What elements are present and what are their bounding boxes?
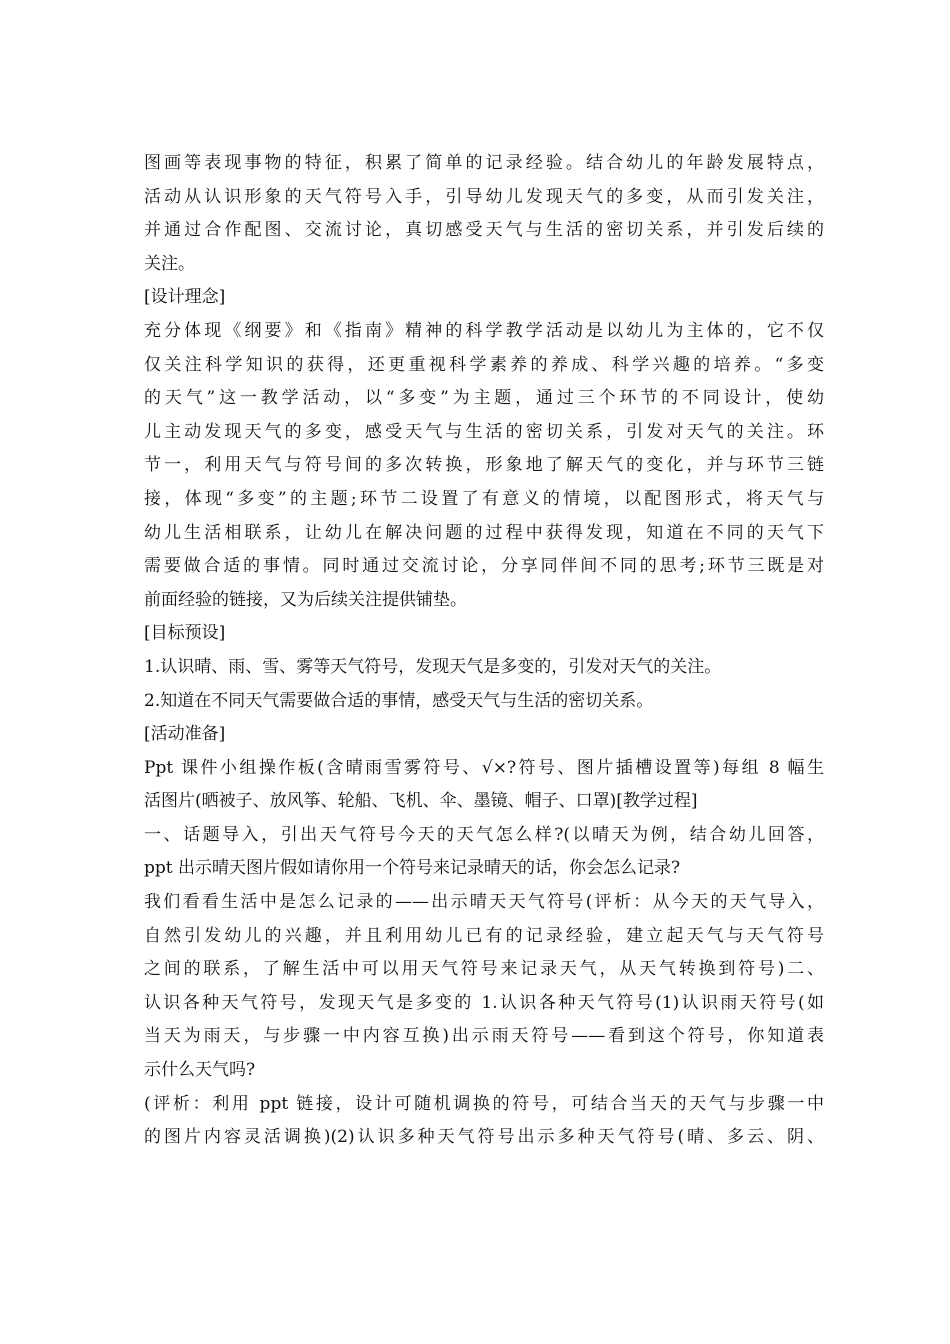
text-line: 自然引发幼儿的兴趣，并且利用幼儿已有的记录经验，建立起天气与天气符号 xyxy=(144,925,824,946)
text-line: 活动从认识形象的天气符号入手，引导幼儿发现天气的多变，从而引发关注， xyxy=(144,186,824,207)
text-line: 前面经验的链接，又为后续关注提供铺垫。 xyxy=(144,589,467,610)
text-line: 当天为雨天，与步骤一中内容互换)出示雨天符号——看到这个符号，你知道表 xyxy=(144,1026,824,1047)
text-line: 幼儿生活相联系，让幼儿在解决问题的过程中获得发现，知道在不同的天气下 xyxy=(144,522,824,543)
text-line: ppt 出示晴天图片假如请你用一个符号来记录晴天的话，你会怎么记录? xyxy=(144,858,681,879)
text-line: 并通过合作配图、交流讨论，真切感受天气与生活的密切关系，并引发后续的 xyxy=(144,220,824,241)
text-line: 之间的联系，了解生活中可以用天气符号来记录天气，从天气转换到符号)二、 xyxy=(144,959,824,980)
text-line: 活图片(晒被子、放风筝、轮船、飞机、伞、墨镜、帽子、口罩)[教学过程] xyxy=(144,791,698,812)
text-line: 我们看看生活中是怎么记录的——出示晴天天气符号(评析：从今天的天气导入， xyxy=(144,892,824,913)
text-line: [设计理念] xyxy=(144,287,226,308)
text-line: 示什么天气吗? xyxy=(144,1060,256,1081)
text-line: [目标预设] xyxy=(144,623,226,644)
text-line: 节一，利用天气与符号间的多次转换，形象地了解天气的变化，并与环节三链 xyxy=(144,455,824,476)
text-line: 仅关注科学知识的获得，还更重视科学素养的养成、科学兴趣的培养。“多变 xyxy=(144,354,824,375)
text-line: Ppt 课件小组操作板(含晴雨雪雾符号、√×?符号、图片插槽设置等)每组 8 幅生 xyxy=(144,757,824,778)
text-line: 接，体现“多变”的主题;环节二设置了有意义的情境，以配图形式，将天气与 xyxy=(144,488,824,509)
document-body xyxy=(144,147,824,1155)
text-line: 儿主动发现天气的多变，感受天气与生活的密切关系，引发对天气的关注。环 xyxy=(144,421,824,442)
text-line: [活动准备] xyxy=(144,724,226,745)
text-line: 的天气”这一教学活动，以“多变”为主题，通过三个环节的不同设计，使幼 xyxy=(144,388,824,409)
text-line: 充分体现《纲要》和《指南》精神的科学教学活动是以幼儿为主体的，它不仅 xyxy=(144,320,824,341)
text-line: 2.知道在不同天气需要做合适的事情，感受天气与生活的密切关系。 xyxy=(144,690,654,711)
text-line: 认识各种天气符号，发现天气是多变的 1.认识各种天气符号(1)认识雨天符号(如 xyxy=(144,992,824,1013)
text-line: 图画等表现事物的特征，积累了简单的记录经验。结合幼儿的年龄发展特点， xyxy=(144,153,824,173)
text-line: 关注。 xyxy=(144,253,195,274)
text-line: (评析：利用 ppt 链接，设计可随机调换的符号，可结合当天的天气与步骤一中 xyxy=(144,1093,824,1114)
text-line: 一、话题导入，引出天气符号今天的天气怎么样?(以晴天为例，结合幼儿回答， xyxy=(144,824,824,845)
text-line: 需要做合适的事情。同时通过交流讨论，分享同伴间不同的思考;环节三既是对 xyxy=(144,556,824,577)
text-line: 的图片内容灵活调换)(2)认识多种天气符号出示多种天气符号(晴、多云、阴、 xyxy=(144,1127,824,1148)
text-line: 1.认识晴、雨、雪、雾等天气符号，发现天气是多变的，引发对天气的关注。 xyxy=(144,656,722,677)
